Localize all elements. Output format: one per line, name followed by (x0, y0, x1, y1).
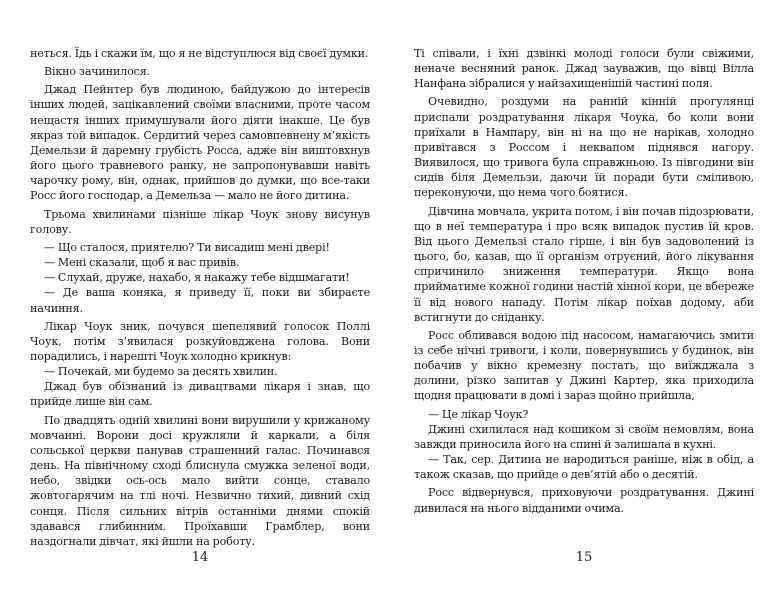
paragraph: — Що сталося, приятелю? Ти висадиш мені двері! (44, 240, 330, 254)
paragraph: Дівчина мовчала, укрита потом, і він почав підозрювати, що в неї температура і про всяк випадок пустив їй кров. Від цього Демельзі стало гірше, і він був задоволений із цього, бо, казав, що її організм отруєний, його лікування спричинило зниження температури. Якщо вона прийматиме кожної години настій хінної кори, це вбереже її від нового нападу. Потім лікар поїхав додому, аби встигнути до сніданку. (414, 204, 754, 324)
paragraph: Джад був обізнаний із дивацтвами лікаря і знав, що прийде лише він сам. (30, 380, 370, 409)
right-page-text (414, 46, 754, 516)
paragraph: Лікар Чоук зник, почувся шепелявий голосок Поллі Чоук, потім з’явилася розкуйовджена голова. Вони порадились, і нарешті Чоук холодно крикнув: (30, 319, 370, 363)
page-number-left: 14 (191, 550, 209, 565)
paragraph: — Це лікар Чоук? (428, 407, 529, 421)
paragraph: — Слухай, друже, нахабо, я накажу тебе відшмагати! (44, 271, 350, 285)
paragraph: Очевидно, роздуми на ранній кінній прогулянці приспали роздратування лікаря Чоука, бо коли вони приїхали в Нампару, він ні на що не нарікав, холодно привітався з Россом і неквапом піднявся нагору. Виявилося, що тривога була справжньою. Із півгодини він сидів біля Демельзи, даючи їй поради бути сміливою, переконуючи, що нема чого боятися. (414, 95, 754, 200)
paragraph: Ті співали, і їхні дзвінкі молоді голоси були свіжими, неначе весняний ранок. Джад зауважив, що вівці Вілла Нанфана зібралися у найзахищенішій частині поля. (414, 47, 754, 91)
paragraph: Джині схилилася над кошиком зі своїм немовлям, вона завжди приносила його на спині й залишала в кухні. (414, 422, 754, 451)
paragraph: Росс обливався водою під насосом, намагаючись змити із себе нічні тривоги, і коли, повернувшись у будинок, він побачив у вікно кремезну постать, що виїжджала з долини, різко запитав у Джині Картер, яка приходила щодня працювати в домі і зараз щойно прийшла, (414, 328, 754, 403)
left-page-text (30, 46, 370, 549)
paragraph: — Так, сер. Дитина не народиться раніше, ніж в обід, а також сказав, що прийде о дев’ятій або о десятій. (414, 453, 754, 482)
paragraph: — Почекай, ми будемо за десять хвилин. (44, 365, 278, 379)
paragraph: Вікно зачинилося. (44, 65, 150, 79)
paragraph: Трьома хвилинами пізніше лікар Чоук знову висунув голову. (30, 207, 370, 236)
paragraph: — Мені сказали, щоб я вас привів. (44, 256, 240, 270)
page-number-right: 15 (575, 550, 593, 565)
paragraph: неться. Їдь і скажи їм, що я не відступлюся від своєї думки. (30, 47, 369, 60)
paragraph: — Де ваша коняка, я приведу її, поки ви збираєте начиння. (30, 286, 370, 315)
paragraph: По двадцять одній хвилині вони вирушили у крижаному мовчанні. Ворони досі кружляли й каркали, а біля сольської церкви панував страшенний галас. Починався день. На північному сході блиснула смужка зеленої води, небо, звідки ось-ось мало вийти сонце, ставало жовтогарячим на тлі ночі. Незвично тихий, дивний схід сонця. Після сильних вітрів останніми днями спокій здавався глибинним. Проїхавши Грамблер, вони наздогнали дівчат, які йшли на роботу. (30, 413, 370, 548)
paragraph: Джад Пейнтер був людиною, байдужою до інтересів інших людей, зацікавлений своїми власними, проте часом нещастя інших примушували його діяти інакше. Це був якраз той випадок. Сердитий через самовпевнену м’якість Демельзи й даремну грубість Росса, адже він виштовхнув його цього травневого ранку, не запропонувавши навіть чарочку рому, він, однак, прийшов до думки, що все-таки Росс його господар, а Демельза — мало не його дитина. (30, 83, 370, 203)
paragraph: Росс відвернувся, приховуючи роздратування. Джині дивилася на нього відданими очима. (414, 486, 754, 515)
